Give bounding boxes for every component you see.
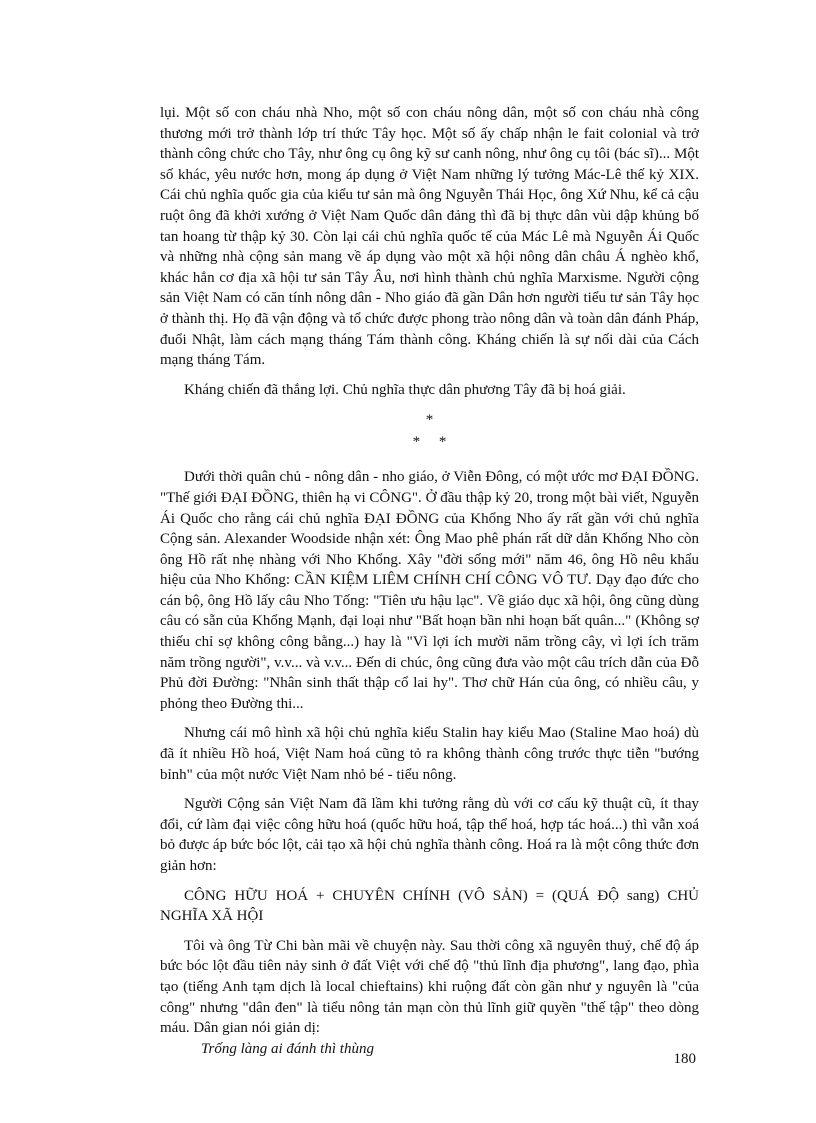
paragraph-5: Người Cộng sản Việt Nam đã lầm khi tưởng rằng dù với cơ cấu kỹ thuật cũ, ít thay đổi, cứ làm đại việc công hữu hoá (quốc hữu hoá, tập thể hoá, hợp tác hoá...) thì vẫn xoá bỏ được áp bức bóc lột, cải tạo xã hội chủ nghĩa thành công. Hoá ra là một công thức đơn giản hơn: xyxy=(160,796,699,874)
paragraph-6: Tôi và ông Từ Chi bàn mãi về chuyện này. Sau thời công xã nguyên thuỷ, chế độ áp bức bóc lột đầu tiên nảy sinh ở đất Việt với chế độ "thủ lĩnh địa phương", lang đạo, phìa tạo (tiếng Anh tạm dịch là local chieftains) khi ruộng đất còn gần như y nguyên là "của công" nhưng "dân đen" là tiểu nông tản mạn còn thủ lĩnh giữ quyền "thế tập" theo dòng máu. Dân gian nói giản dị: xyxy=(160,937,699,1037)
section-separator xyxy=(160,409,699,453)
verse-line: Trống làng ai đánh thì thùng xyxy=(201,1040,374,1057)
page-body xyxy=(160,103,699,1059)
separator-star-bottom: * * xyxy=(412,434,447,451)
paragraph-1: lụi. Một số con cháu nhà Nho, một số con cháu nông dân, một số con cháu nhà công thương mới trở thành lớp trí thức Tây học. Một số ấy chấp nhận le fait colonial và trở thành công chức cho Tây, như ông cụ ông kỹ sư canh nông, như ông cụ tôi (bác sĩ)... Một số khác, yêu nước hơn, mong áp dụng ở Việt Nam những lý tưởng Mác-Lê thế kỷ XIX. Cái chủ nghĩa quốc gia của kiểu tư sản mà ông Nguyễn Thái Học, ông Xứ Nhu, kể cả cậu ruột ông đã khởi xướng ở Việt Nam Quốc dân đảng thì đã bị thực dân vùi dập khủng bố tan hoang từ thập kỷ 30. Còn lại cái chủ nghĩa quốc tế của Mác Lê mà Nguyễn Ái Quốc và những nhà cộng sản mang về áp dụng vào một xã hội nông dân châu Á nghèo khổ, khác hẳn cơ địa xã hội tư sản Tây Âu, nơi hình thành chủ nghĩa Marxisme. Người cộng sản Việt Nam có căn tính nông dân - Nho giáo đã gần Dân hơn người tiểu tư sản Tây học ở thành thị. Họ đã vận động và tổ chức được phong trào nông dân và toàn dân đánh Pháp, đuổi Nhật, làm cách mạng tháng Tám thành công. Kháng chiến là sự nối dài của Cách mạng tháng Tám. xyxy=(160,105,699,369)
paragraph-4: Nhưng cái mô hình xã hội chủ nghĩa kiểu Stalin hay kiểu Mao (Staline Mao hoá) dù đã ít nhiều Hồ hoá, Việt Nam hoá cũng tỏ ra không thành công trước thực tiễn "bướng bỉnh" của một nước Việt Nam nhỏ bé - tiểu nông. xyxy=(160,725,699,783)
separator-star-top: * xyxy=(425,412,434,429)
formula-line: CÔNG HỮU HOÁ + CHUYÊN CHÍNH (VÔ SẢN) = (QUÁ ĐỘ sang) CHỦ NGHĨA XÃ HỘI xyxy=(160,887,699,925)
paragraph-3: Dưới thời quân chủ - nông dân - nho giáo, ở Viễn Đông, có một ước mơ ĐẠI ĐỒNG. "Thế giới ĐẠI ĐỒNG, thiên hạ vi CÔNG". Ở đầu thập kỷ 20, trong một bài viết, Nguyễn Ái Quốc cho rằng cái chủ nghĩa ĐẠI ĐỒNG của Khổng Nho ấy rất gần với chủ nghĩa Cộng sản. Alexander Woodside nhận xét: Ông Mao phê phán rất dữ dằn Khổng Nho còn ông Hồ rất nhẹ nhàng với Nho Khổng. Xây "đời sống mới" năm 46, ông Hồ nêu khẩu hiệu của Nho Khổng: CẦN KIỆM LIÊM CHÍNH CHÍ CÔNG VÔ TƯ. Dạy đạo đức cho cán bộ, ông Hồ lấy câu Nho Tống: "Tiên ưu hậu lạc". Về giáo dục xã hội, ông cũng dùng câu có sẵn của Khổng Mạnh, đại loại như "Bất hoạn bần nhi hoạn bất quân..." (Không sợ thiếu chỉ sợ không công bằng...) hay là "Vì lợi ích mười năm trồng cây, vì lợi ích trăm năm trồng người", v.v... và v.v... Đến di chúc, ông cũng đưa vào một câu trích dẫn của Đỗ Phủ đời Đường: "Nhân sinh thất thập cổ lai hy". Thơ chữ Hán của ông, có nhiều câu, y phỏng theo Đường thi... xyxy=(160,469,699,712)
paragraph-2: Kháng chiến đã thắng lợi. Chủ nghĩa thực dân phương Tây đã bị hoá giải. xyxy=(184,381,626,398)
page-number: 180 xyxy=(673,1051,696,1067)
